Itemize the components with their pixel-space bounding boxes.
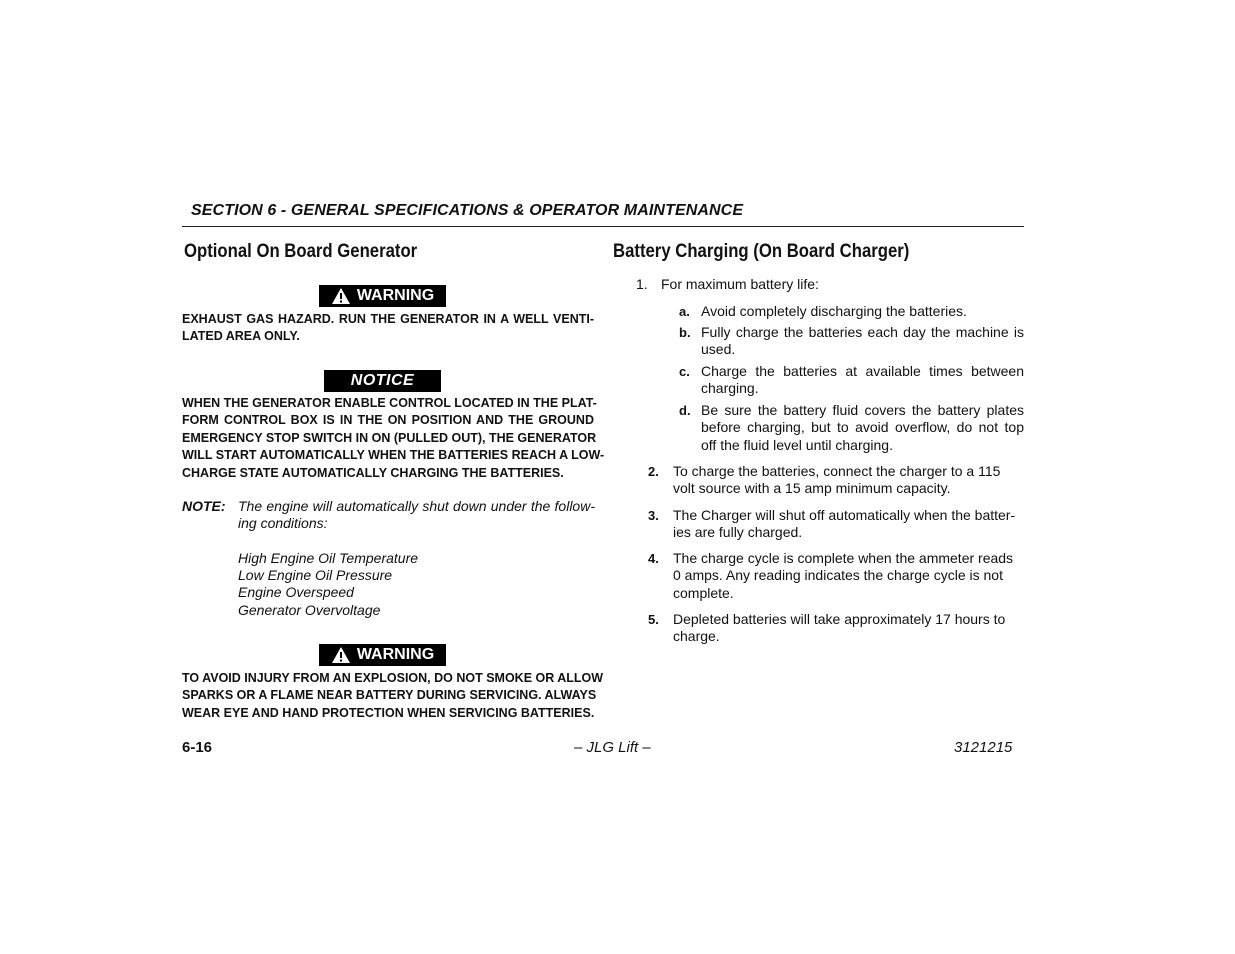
substep-line: Fully charge the batteries each day the machine is <box>701 324 1024 340</box>
document-number: 3121215 <box>954 739 1013 756</box>
notice-badge-label: NOTICE <box>350 372 415 389</box>
step-number: 3. <box>648 508 659 523</box>
step-line: To charge the batteries, connect the charger to a 115 <box>673 463 1001 479</box>
step-line: The Charger will shut off automatically when the batter- <box>673 507 1016 523</box>
condition-item: Low Engine Oil Pressure <box>238 567 393 584</box>
warning-badge-1 <box>319 285 446 307</box>
step-line: charge. <box>673 628 720 645</box>
substep-label: d. <box>679 403 691 418</box>
substep-c-text <box>701 363 1024 398</box>
warning-1-line: EXHAUST GAS HAZARD. RUN THE GENERATOR IN A WELL VENTI- <box>182 312 594 326</box>
substep-line: used. <box>701 341 736 358</box>
warning-2-text <box>182 670 604 722</box>
footer-brand: – JLG Lift – <box>574 739 651 756</box>
notice-line: FORM CONTROL BOX IS IN THE ON POSITION AND THE GROUND <box>182 413 594 428</box>
step-3-text <box>673 507 1015 542</box>
step-line: Depleted batteries will take approximately 17 hours to <box>673 611 1006 627</box>
header-rule <box>182 226 1024 227</box>
notice-text <box>182 395 605 482</box>
warning-1-text <box>182 311 594 346</box>
condition-item: Generator Overvoltage <box>238 601 381 618</box>
step-line: The charge cycle is complete when the ammeter reads <box>673 550 1014 566</box>
substep-b-text <box>701 324 1024 359</box>
step-number: 5. <box>648 612 659 627</box>
notice-line: EMERGENCY STOP SWITCH IN ON (PULLED OUT), THE GENERATOR <box>182 430 597 445</box>
warning-triangle-icon <box>331 287 351 305</box>
substep-line: charging. <box>701 380 759 397</box>
substep-d-text <box>701 402 1024 454</box>
step-2-text <box>673 463 1000 498</box>
substep-label: b. <box>679 325 691 340</box>
generator-heading: Optional On Board Generator <box>184 241 418 262</box>
warning-badge-2 <box>319 644 446 666</box>
step-line: volt source with a 15 amp minimum capacity. <box>673 480 951 497</box>
step-5-text <box>673 611 1005 646</box>
note-line: ing conditions: <box>238 515 328 532</box>
substep-label: a. <box>679 304 690 319</box>
step-1-text: For maximum battery life: <box>661 276 819 292</box>
substep-line: Avoid completely discharging the batteries. <box>701 303 967 319</box>
step-1-number: 1. <box>636 276 648 292</box>
step-line: complete. <box>673 584 734 601</box>
warning-badge-1-label: WARNING <box>356 287 435 304</box>
notice-line: WILL START AUTOMATICALLY WHEN THE BATTERIES REACH A LOW- <box>182 448 605 463</box>
step-number: 2. <box>648 464 659 479</box>
substep-line: before charging, but to avoid overflow, do not top <box>701 419 1024 436</box>
battery-charging-heading: Battery Charging (On Board Charger) <box>613 241 910 262</box>
step-line: ies are fully charged. <box>673 524 803 541</box>
warning-triangle-icon <box>331 646 351 664</box>
substep-a-text <box>701 303 1024 320</box>
condition-item: High Engine Oil Temperature <box>238 550 419 566</box>
shutdown-conditions-list <box>238 550 418 619</box>
condition-item: Engine Overspeed <box>238 584 354 601</box>
warning-1-line: LATED AREA ONLY. <box>182 329 300 344</box>
substep-label: c. <box>679 364 690 379</box>
substep-line: Charge the batteries at available times between <box>701 363 1024 379</box>
step-4-text <box>673 550 1013 602</box>
substep-line: off the fluid level until charging. <box>701 436 893 453</box>
notice-line: WHEN THE GENERATOR ENABLE CONTROL LOCATED IN THE PLAT- <box>182 396 597 410</box>
notice-badge <box>324 370 441 392</box>
warning-2-line: SPARKS OR A FLAME NEAR BATTERY DURING SERVICING. ALWAYS <box>182 688 597 703</box>
warning-2-line: WEAR EYE AND HAND PROTECTION WHEN SERVICING BATTERIES. <box>182 705 595 720</box>
page-number: 6-16 <box>182 739 213 756</box>
warning-badge-2-label: WARNING <box>356 646 435 663</box>
section-title: SECTION 6 - GENERAL SPECIFICATIONS & OPERATOR MAINTENANCE <box>191 202 744 219</box>
step-number: 4. <box>648 551 659 566</box>
note-text <box>238 498 595 533</box>
substep-line: Be sure the battery fluid covers the battery plates <box>701 402 1024 418</box>
warning-2-line: TO AVOID INJURY FROM AN EXPLOSION, DO NOT SMOKE OR ALLOW <box>182 671 604 685</box>
note-line: The engine will automatically shut down under the follow- <box>238 498 595 514</box>
notice-line: CHARGE STATE AUTOMATICALLY CHARGING THE BATTERIES. <box>182 465 564 480</box>
step-line: 0 amps. Any reading indicates the charge cycle is not <box>673 567 1003 584</box>
note-label: NOTE: <box>182 498 226 514</box>
